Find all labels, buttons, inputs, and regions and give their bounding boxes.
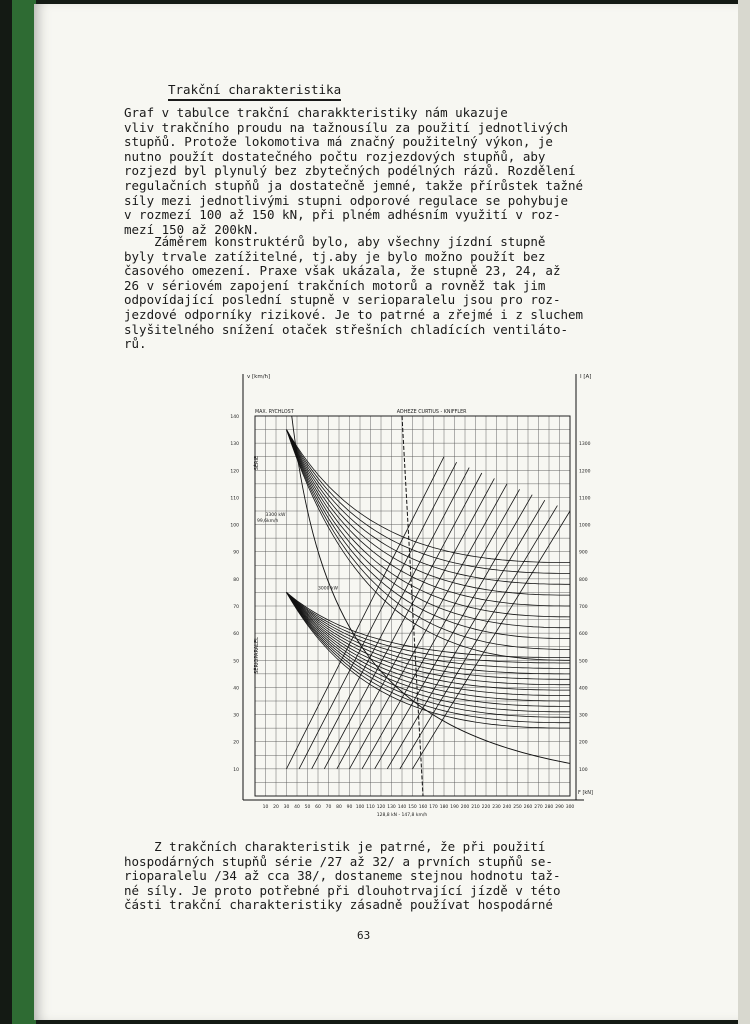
x-tick-label: 140 xyxy=(397,805,407,810)
x-tick-label: 180 xyxy=(439,805,449,810)
current-line xyxy=(312,468,470,769)
y-left-tick-label: 80 xyxy=(233,577,239,583)
speed-curve xyxy=(287,430,571,650)
y-right-tick-label: 800 xyxy=(579,577,588,583)
x-tick-label: 230 xyxy=(492,805,501,810)
x-tick-label: 70 xyxy=(325,805,332,810)
x-tick-label: 60 xyxy=(315,805,321,810)
y-left-tick-label: 140 xyxy=(230,415,239,420)
y-right-tick-label: 100 xyxy=(579,767,588,773)
y-right-tick-label: 1200 xyxy=(579,469,591,475)
x-tick-label: 280 xyxy=(544,805,554,810)
series-label: SÉRIE xyxy=(254,455,261,471)
y-left-tick-label: 60 xyxy=(233,632,239,638)
x-tick-label: 110 xyxy=(366,805,375,810)
traction-characteristic-chart xyxy=(225,368,594,818)
y-left-tick-label: 30 xyxy=(233,713,239,719)
y-right-tick-label: 300 xyxy=(579,713,588,719)
x-axis-label: F [kN] xyxy=(578,790,594,796)
x-tick-label: 260 xyxy=(523,805,533,810)
current-line xyxy=(362,489,519,769)
x-tick-label: 270 xyxy=(534,805,543,810)
x-tick-label: 30 xyxy=(283,805,290,810)
x-tick-label: 50 xyxy=(304,805,311,810)
current-line xyxy=(375,495,533,769)
paragraph-1: Graf v tabulce trakční charakkteristiky nám ukazuje vliv trakčního proudu na tažnousílu za použití jednotlivých stupňů. Protože lokomotiva má značný použitelný výkon, je nutno použít dostatečného počtu rozjezdových stupňů, aby rozjezd byl plynulý bez zbytečných podélných rázů. Rozdělení regulačních stupňů ja dostatečně jemné, takže přírůstek tažné síly mezi jednotlivými stupni odporové regulace se pohybuje v rozmezí 100 až 150 kN, při plném adhésním využití v roz- mezí 150 až 200kN. xyxy=(124,105,584,237)
y-left-tick-label: 50 xyxy=(233,659,239,665)
current-line xyxy=(413,511,571,769)
y-left-tick-label: 120 xyxy=(230,469,239,475)
x-tick-label: 120 xyxy=(376,805,386,810)
y-right-tick-label: 700 xyxy=(579,605,588,610)
y-left-axis-label: v [km/h] xyxy=(247,374,271,380)
page-stack-edge xyxy=(738,0,750,1024)
y-left-tick-label: 90 xyxy=(233,550,239,556)
x-tick-label: 150 xyxy=(408,805,417,810)
section-heading: Trakční charakteristika xyxy=(168,82,341,101)
adhesion-label: ADHEZE CURTIUS - KNIFFLER xyxy=(396,410,467,415)
x-tick-label: 170 xyxy=(429,805,438,810)
x-tick-label: 240 xyxy=(502,805,512,810)
y-right-tick-label: 200 xyxy=(579,740,588,746)
speed-curve xyxy=(287,430,571,595)
max-speed-label: MAX. RYCHLOST xyxy=(255,410,294,415)
power-label-1: 3300 kW xyxy=(265,512,286,518)
y-left-tick-label: 110 xyxy=(230,496,239,502)
y-left-tick-label: 130 xyxy=(230,442,239,448)
speed-curve xyxy=(287,592,571,679)
y-right-tick-label: 1100 xyxy=(579,496,591,502)
x-tick-label: 210 xyxy=(471,805,480,810)
x-tick-label: 190 xyxy=(450,805,459,810)
page-number: 63 xyxy=(357,929,371,942)
speed-curve xyxy=(287,430,571,585)
x-tick-label: 40 xyxy=(294,805,300,810)
chart-labels xyxy=(247,374,593,818)
power-label-2: 3000 kW xyxy=(318,586,338,592)
y-right-tick-label: 1300 xyxy=(579,442,591,448)
x-tick-label: 20 xyxy=(273,805,279,810)
x-tick-label: 130 xyxy=(387,805,396,810)
y-right-axis-label: I [A] xyxy=(580,374,592,380)
x-tick-label: 10 xyxy=(262,805,269,810)
paragraph-3: Z trakčních charakteristik je patrné, že při použití hospodárných stupňů série /27 až 32/ a prvních stupňů se- rioparalelu /34 až cca 38/, dostaneme stejnou hodnotu taž- né síly. Je proto potřebné při dlouhotrvající jízdě v této části trakční charakteristiky zásadně používat hospodárné xyxy=(124,839,561,913)
y-left-tick-label: 70 xyxy=(233,605,239,610)
current-line xyxy=(337,478,495,768)
speed-curve xyxy=(287,430,571,639)
x-tick-label: 200 xyxy=(460,805,470,810)
speed-curve xyxy=(287,592,571,722)
x-tick-label: 90 xyxy=(346,805,353,810)
x-tick-label: 80 xyxy=(336,805,342,810)
x-tick-label: 300 xyxy=(565,805,575,810)
y-right-tick-label: 600 xyxy=(579,632,588,638)
paragraph-2: Záměrem konstruktérů bylo, aby všechny jízdní stupně byly trvale zatížitelné, tj.aby je bylo možno použít bez časového omezení. Praxe však ukázala, že stupně 23, 24, až 26 v sériovém zapojení trakčních motorů a rovněž tak jim odpovídající poslední stupně v serioparalelu jsou pro roz- jezdové odporníky rizikové. Je to patrné a zřejmé i z sluchem slyšitelného snížení otaček střešních chladících ventiláto- rů. xyxy=(124,234,584,352)
x-tick-label: 250 xyxy=(513,805,522,810)
x-tick-label: 290 xyxy=(555,805,564,810)
y-right-tick-label: 400 xyxy=(579,686,588,692)
current-line xyxy=(324,473,482,769)
x-tick-label: 100 xyxy=(355,805,365,810)
y-right-tick-label: 500 xyxy=(579,659,588,665)
current-line xyxy=(400,506,558,769)
y-left-tick-label: 40 xyxy=(233,686,239,692)
y-right-tick-label: 1000 xyxy=(579,523,591,529)
y-right-tick-label: 900 xyxy=(579,550,588,556)
y-left-tick-label: 100 xyxy=(230,523,239,529)
y-left-tick-label: 10 xyxy=(233,767,239,773)
y-left-tick-label: 20 xyxy=(233,740,239,746)
speed-marker-label: 99,6km/h xyxy=(257,518,279,524)
x-tick-label: 220 xyxy=(481,805,491,810)
serioparalel-label: SÉRIOPARALEL xyxy=(254,637,261,674)
x-axis-note: 128,8 kN - 147,8 km/h xyxy=(376,813,428,818)
current-line xyxy=(350,484,508,769)
book-binding-edge xyxy=(12,0,36,1024)
x-tick-label: 160 xyxy=(418,805,428,810)
